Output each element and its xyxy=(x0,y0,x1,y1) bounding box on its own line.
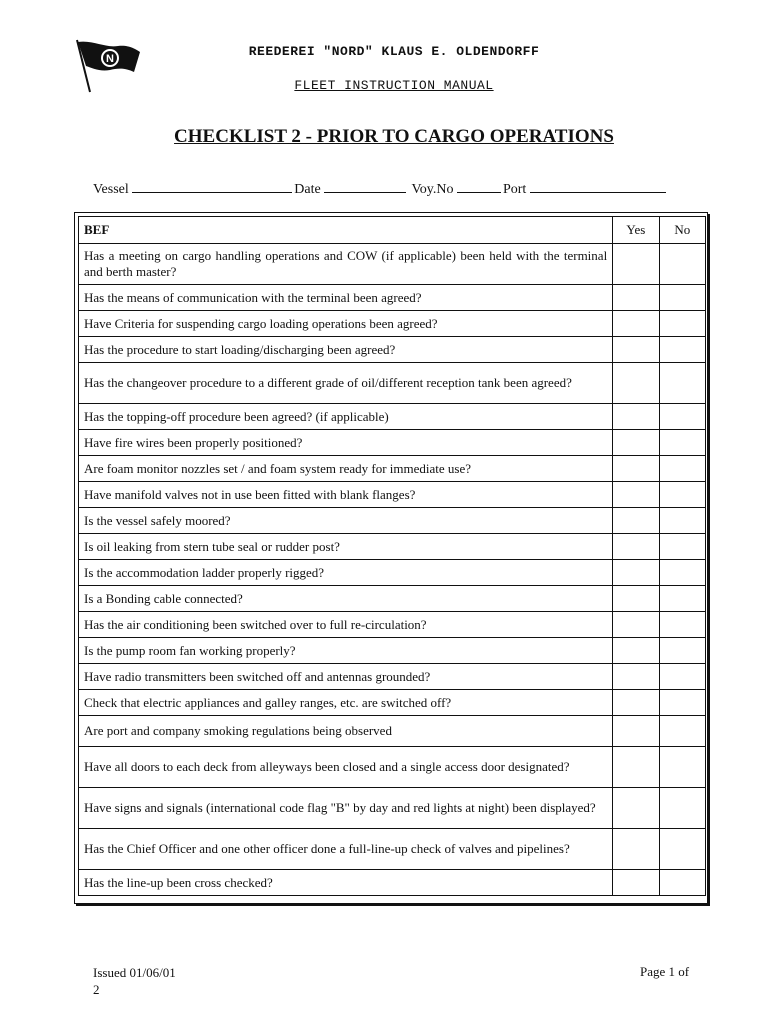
yes-checkbox-cell[interactable] xyxy=(613,285,659,311)
yes-checkbox-cell[interactable] xyxy=(613,788,659,829)
no-header: No xyxy=(659,217,705,244)
vessel-label: Vessel xyxy=(93,182,129,197)
question-text: Has the air conditioning been switched over to full re-circulation? xyxy=(79,612,613,638)
no-checkbox-cell[interactable] xyxy=(659,612,705,638)
question-text: Is oil leaking from stern tube seal or rudder post? xyxy=(79,534,613,560)
table-row xyxy=(79,829,706,870)
no-checkbox-cell[interactable] xyxy=(659,482,705,508)
question-text: Has the line-up been cross checked? xyxy=(79,870,613,896)
no-checkbox-cell[interactable] xyxy=(659,586,705,612)
question-text: Has a meeting on cargo handling operations and COW (if applicable) been held with the terminal and berth master? xyxy=(79,244,613,285)
table-row xyxy=(79,638,706,664)
checklist-table xyxy=(74,212,708,904)
question-text: Have all doors to each deck from alleyways been closed and a single access door designated? xyxy=(79,747,613,788)
no-checkbox-cell[interactable] xyxy=(659,363,705,404)
question-text: Are port and company smoking regulations being observed xyxy=(79,716,613,747)
yes-checkbox-cell[interactable] xyxy=(613,586,659,612)
yes-checkbox-cell[interactable] xyxy=(613,664,659,690)
yes-checkbox-cell[interactable] xyxy=(613,508,659,534)
page-title: CHECKLIST 2 - PRIOR TO CARGO OPERATIONS xyxy=(174,126,614,147)
yes-checkbox-cell[interactable] xyxy=(613,638,659,664)
no-checkbox-cell[interactable] xyxy=(659,829,705,870)
no-checkbox-cell[interactable] xyxy=(659,747,705,788)
yes-checkbox-cell[interactable] xyxy=(613,829,659,870)
yes-checkbox-cell[interactable] xyxy=(613,311,659,337)
yes-checkbox-cell[interactable] xyxy=(613,690,659,716)
question-text: Is a Bonding cable connected? xyxy=(79,586,613,612)
yes-checkbox-cell[interactable] xyxy=(613,404,659,430)
voyno-field[interactable] xyxy=(457,180,501,193)
no-checkbox-cell[interactable] xyxy=(659,870,705,896)
yes-checkbox-cell[interactable] xyxy=(613,560,659,586)
footer-issued xyxy=(93,964,176,998)
no-checkbox-cell[interactable] xyxy=(659,244,705,285)
table-row xyxy=(79,690,706,716)
yes-checkbox-cell[interactable] xyxy=(613,612,659,638)
no-checkbox-cell[interactable] xyxy=(659,508,705,534)
date-label: Date xyxy=(294,182,321,197)
table-row xyxy=(79,586,706,612)
table-row xyxy=(79,311,706,337)
question-text: Is the accommodation ladder properly rigged? xyxy=(79,560,613,586)
yes-checkbox-cell[interactable] xyxy=(613,534,659,560)
table-row xyxy=(79,404,706,430)
yes-checkbox-cell[interactable] xyxy=(613,870,659,896)
no-checkbox-cell[interactable] xyxy=(659,638,705,664)
date-field[interactable] xyxy=(324,180,406,193)
no-checkbox-cell[interactable] xyxy=(659,690,705,716)
yes-checkbox-cell[interactable] xyxy=(613,482,659,508)
question-text: Is the vessel safely moored? xyxy=(79,508,613,534)
yes-checkbox-cell[interactable] xyxy=(613,430,659,456)
question-text: Has the Chief Officer and one other officer done a full-line-up check of valves and pipelines? xyxy=(79,829,613,870)
table-row xyxy=(79,534,706,560)
table-row xyxy=(79,612,706,638)
question-text: Have fire wires been properly positioned? xyxy=(79,430,613,456)
logo-letter: N xyxy=(106,53,114,65)
question-text: Has the procedure to start loading/discharging been agreed? xyxy=(79,337,613,363)
no-checkbox-cell[interactable] xyxy=(659,788,705,829)
no-checkbox-cell[interactable] xyxy=(659,430,705,456)
vessel-field[interactable] xyxy=(132,180,292,193)
question-text: Has the topping-off procedure been agreed? (if applicable) xyxy=(79,404,613,430)
table-row xyxy=(79,285,706,311)
table-row xyxy=(79,363,706,404)
page-number-continued: 2 xyxy=(93,982,100,997)
table-row xyxy=(79,664,706,690)
no-checkbox-cell[interactable] xyxy=(659,534,705,560)
table-header-row xyxy=(79,217,706,244)
question-text: Have signs and signals (international code flag "B" by day and red lights at night) been displayed? xyxy=(79,788,613,829)
no-checkbox-cell[interactable] xyxy=(659,664,705,690)
issued-date: Issued 01/06/01 xyxy=(93,965,176,980)
no-checkbox-cell[interactable] xyxy=(659,285,705,311)
manual-title: FLEET INSTRUCTION MANUAL xyxy=(294,78,494,93)
yes-checkbox-cell[interactable] xyxy=(613,456,659,482)
question-text: Has the means of communication with the terminal been agreed? xyxy=(79,285,613,311)
table-row xyxy=(79,788,706,829)
yes-header: Yes xyxy=(613,217,659,244)
yes-checkbox-cell[interactable] xyxy=(613,244,659,285)
table-row xyxy=(79,560,706,586)
table-row xyxy=(79,244,706,285)
no-checkbox-cell[interactable] xyxy=(659,311,705,337)
header-fields xyxy=(93,180,668,198)
question-text: Check that electric appliances and galley ranges, etc. are switched off? xyxy=(79,690,613,716)
port-label: Port xyxy=(502,182,527,197)
question-text: Has the changeover procedure to a different grade of oil/different reception tank been agreed? xyxy=(79,363,613,404)
question-text: Is the pump room fan working properly? xyxy=(79,638,613,664)
table-row xyxy=(79,508,706,534)
yes-checkbox-cell[interactable] xyxy=(613,747,659,788)
table-row xyxy=(79,870,706,896)
table-row xyxy=(79,456,706,482)
section-header: BEF xyxy=(79,217,613,244)
no-checkbox-cell[interactable] xyxy=(659,337,705,363)
table-row xyxy=(79,337,706,363)
table-row xyxy=(79,482,706,508)
table-row xyxy=(79,716,706,747)
no-checkbox-cell[interactable] xyxy=(659,560,705,586)
yes-checkbox-cell[interactable] xyxy=(613,337,659,363)
no-checkbox-cell[interactable] xyxy=(659,404,705,430)
table-row xyxy=(79,747,706,788)
question-text: Have manifold valves not in use been fitted with blank flanges? xyxy=(79,482,613,508)
no-checkbox-cell[interactable] xyxy=(659,716,705,747)
page-number: Page 1 of xyxy=(640,964,690,979)
yes-checkbox-cell[interactable] xyxy=(613,363,659,404)
no-checkbox-cell[interactable] xyxy=(659,456,705,482)
port-field[interactable] xyxy=(530,180,666,193)
table-row xyxy=(79,430,706,456)
question-text: Have radio transmitters been switched off and antennas grounded? xyxy=(79,664,613,690)
voyno-label: Voy.No xyxy=(411,182,454,197)
company-name: REEDEREI "NORD" KLAUS E. OLDENDORFF xyxy=(248,44,540,59)
yes-checkbox-cell[interactable] xyxy=(613,716,659,747)
question-text: Are foam monitor nozzles set / and foam system ready for immediate use? xyxy=(79,456,613,482)
question-text: Have Criteria for suspending cargo loading operations been agreed? xyxy=(79,311,613,337)
